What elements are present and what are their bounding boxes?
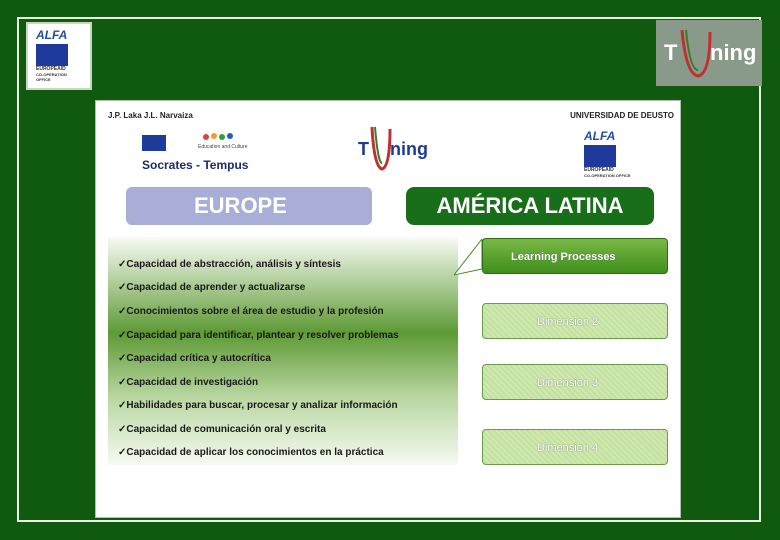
europe-banner: EUROPE — [126, 187, 372, 225]
alfa-logo-top — [26, 22, 92, 90]
tuning-t: T — [664, 40, 678, 65]
eu-flag-icon — [584, 145, 616, 167]
competence-item: ✓Habilidades para buscar, procesar y analizar información — [118, 400, 398, 411]
authors: J.P. Laka J.L. Narvaiza — [108, 111, 193, 120]
cooperation-caption: CO-OPERATION OFFICE — [36, 72, 67, 82]
competence-item: ✓Capacidad de aplicar los conocimientos en la práctica — [118, 447, 384, 458]
competence-item: ✓Conocimientos sobre el área de estudio y la profesión — [118, 306, 384, 317]
dimension-2[interactable]: Dimension 2 — [482, 303, 668, 339]
alfa-word: ALFA — [584, 129, 616, 143]
tuning-rest: ning — [710, 40, 757, 65]
education-culture-label: Education and Culture — [198, 144, 248, 150]
dimension-learning-processes[interactable]: Learning Processes — [482, 238, 668, 274]
competence-item: ✓Capacidad de aprender y actualizarse — [118, 282, 306, 293]
dimension-4[interactable]: Dimension 4 — [482, 429, 668, 465]
socrates-logo — [142, 131, 252, 175]
europeaid-caption: EUROPEAID — [36, 66, 66, 72]
america-latina-banner: AMÉRICA LATINA — [406, 187, 654, 225]
callout-pointer — [454, 239, 484, 339]
tuning-t: T — [358, 139, 369, 159]
dimension-3[interactable]: Dimension 3 — [482, 364, 668, 400]
alfa-logo — [584, 129, 632, 177]
alfa-word: ALFA — [36, 28, 68, 42]
eu-flag-icon — [142, 135, 166, 151]
europeaid-caption: EUROPEAID — [584, 167, 614, 173]
eu-flag-icon — [36, 44, 68, 66]
slide — [95, 100, 681, 518]
competence-item: ✓Capacidad para identificar, plantear y resolver problemas — [118, 330, 399, 341]
cooperation-caption: CO-OPERATION OFFICE — [584, 173, 631, 178]
competence-item: ✓Capacidad crítica y autocrítica — [118, 353, 271, 364]
competence-item: ✓Capacidad de abstracción, análisis y síntesis — [118, 259, 341, 270]
tuning-logo — [354, 123, 454, 181]
competences-list — [108, 237, 458, 465]
competence-item: ✓Capacidad de comunicación oral y escrita — [118, 424, 326, 435]
tuning-rest: ning — [390, 139, 428, 159]
tuning-logo-top — [656, 20, 762, 86]
competence-item: ✓Capacidad de investigación — [118, 377, 259, 388]
university: UNIVERSIDAD DE DEUSTO — [570, 111, 674, 120]
socrates-tempus-label: Socrates - Tempus — [142, 158, 249, 172]
